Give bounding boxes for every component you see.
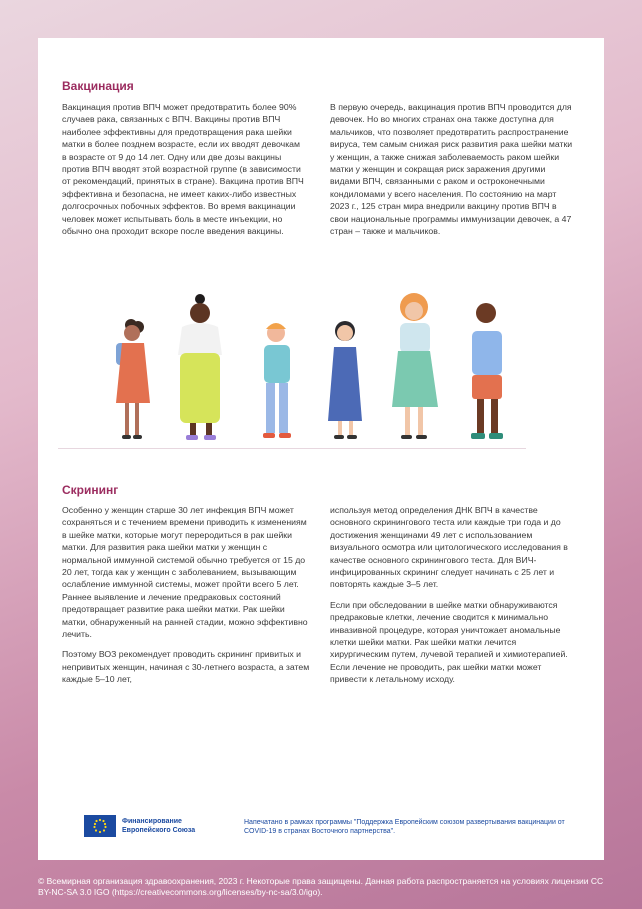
program-note: Напечатано в рамках программы "Поддержка Европейским союзом развертывания вакцинации от COVID-19 в странах Восточного партнерства". <box>244 819 565 835</box>
screening-title: Скрининг <box>62 483 119 497</box>
vaccination-left-column <box>62 101 307 245</box>
boy-figure <box>263 323 291 438</box>
copyright-notice: © Всемирная организация здравоохранения, 2023 г. Некоторые права защищены. Данная работа распространяется на условиях лицензии CC BY-NC-SA 3.0 IGO (https://creativecommons.org/licenses/by-nc-sa/3.0/igo). <box>38 876 604 897</box>
divider <box>58 448 526 449</box>
woman-figure <box>328 321 362 439</box>
vaccination-title: Вакцинация <box>62 79 134 93</box>
woman-figure <box>178 294 222 440</box>
screening-right-p2: Если при обследовании в шейке матки обнаруживаются предраковые клетки, лечение сводится к минимально инвазивной процедуре, которая уничтожает аномальные клетки шейки матки. Рак шейки матки лечится хирургическим путем, лучевой терапией и химиотерапией. Если лечение не проводить, рак шейки матки может привести к летальному исходу. <box>330 599 568 685</box>
eu-label-line-2: Европейского Союза <box>122 827 196 834</box>
eu-funding-label <box>122 817 195 835</box>
woman-figure <box>392 293 438 439</box>
eu-label-line-1: Финансирование <box>122 818 182 825</box>
screening-right-p1: используя метод определения ДНК ВПЧ в качестве основного скринингового теста или каждые три года и до достижения женщинами 49 лет с использованием визуального осмотра или цитологического исследования в качестве основного скринингового теста. Для ВИЧ-инфицированных скрининг следует начинать с 25 лет и повторять каждые 3–5 лет. <box>330 505 568 590</box>
people-illustration <box>58 285 528 450</box>
eu-logo <box>84 815 195 837</box>
vaccination-left-text: Вакцинация против ВПЧ может предотвратить более 90% случаев рака, связанных с ВПЧ. Вакцины против ВПЧ наиболее эффективны для предотвращения рака шейки матки в более позднем возрасте, если их вводят девочкам в возрасте от 9 до 14 лет. Одну или две дозы вакцины против ВПЧ вводят этой возрастной группе (в зависимости от рекомендаций, принятых в стране). Вакцина против ВПЧ эффективна и безопасна, не имеет каких-либо известных долгосрочных побочных эффектов. Во время вакцинации человек может испытывать боль в месте инъекции, но обычно она проходит вскоре после введения вакцины. <box>62 102 304 237</box>
screening-left-column <box>62 504 310 694</box>
boy-figure <box>471 303 503 439</box>
screening-right-column <box>330 504 575 694</box>
vaccination-right-column <box>330 101 575 245</box>
girl-figure <box>116 319 150 439</box>
screening-left-p2: Поэтому ВОЗ рекомендует проводить скрининг привитых и непривитых женщин, начиная с 30-летнего возраста, а затем каждые 5–10 лет, <box>62 649 310 685</box>
vaccination-right-text: В первую очередь, вакцинация против ВПЧ проводится для девочек. Но во многих странах она также доступна для мальчиков, что позволяет предотвратить распространение вируса, тем самым снижая риск развития рака шейки матки у женщин, а также снижая заболеваемость раком шейки матки у женщин и сокращая риск заражения другими видами ВПЧ, связанными с раком и остроконечными кондиломами у всего населения. По состоянию на март 2023 г., 125 стран мира внедрили вакцину против ВПЧ в свои национальные программы иммунизации девочек, а 47 стран – также и мальчиков. <box>330 102 573 237</box>
screening-left-p1: Особенно у женщин старше 30 лет инфекция ВПЧ может сохраняться и с течением времени приводить к изменениям в шейке матки, которые могут переродиться в рак шейки матки. Для развития рака шейки матки у женщин с нормальной иммунной системой обычно требуется от 15 до 20 лет, тогда как у женщин с заболеванием, вызывающим ослабление иммунной системы, может пройти всего 5 лет. Раннее выявление и лечение предраковых состояний предотвращает развитие рака шейки матки. Рак шейки матки, обнаруженный на ранней стадии, можно эффективно лечить. <box>62 505 308 640</box>
eu-flag-icon <box>84 815 116 837</box>
